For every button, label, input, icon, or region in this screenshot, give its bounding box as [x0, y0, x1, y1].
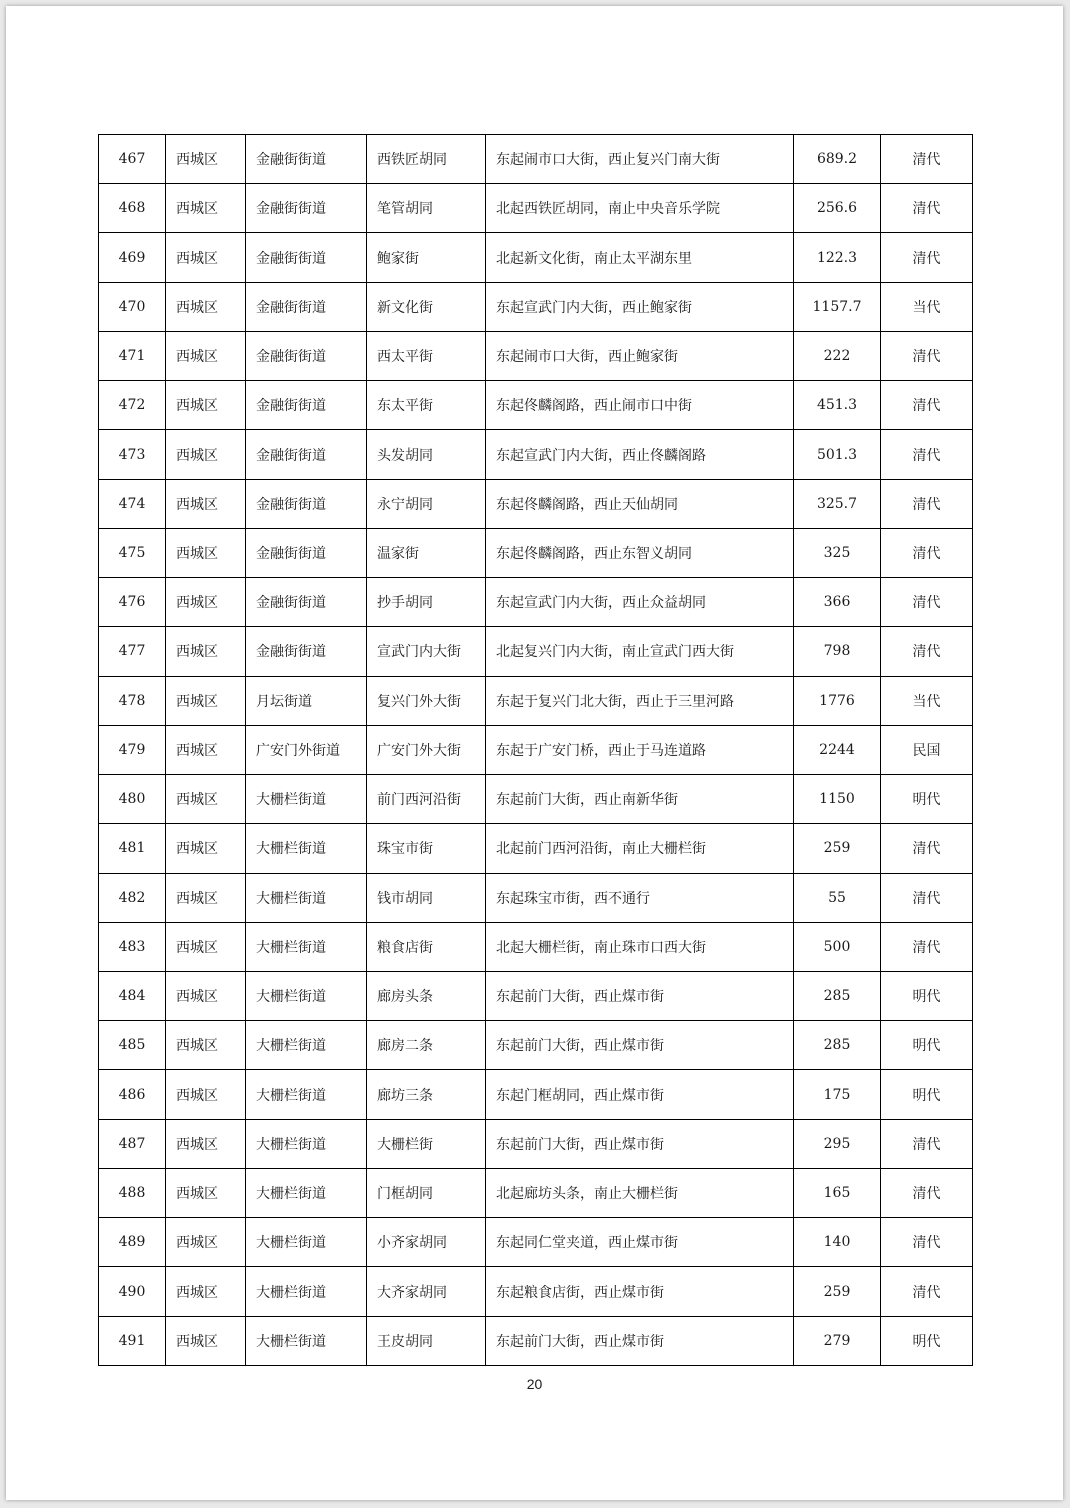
- cell-length: 279: [794, 1316, 881, 1365]
- page-number: 20: [526, 1376, 543, 1392]
- cell-number: 482: [99, 873, 166, 922]
- table-row: [99, 775, 973, 824]
- cell-length: 222: [794, 331, 881, 380]
- cell-district: 西城区: [166, 775, 246, 824]
- cell-road-name: 王皮胡同: [367, 1316, 486, 1365]
- cell-subdistrict: 大栅栏街道: [246, 1218, 367, 1267]
- cell-era: 清代: [881, 922, 973, 971]
- cell-era: 清代: [881, 135, 973, 184]
- cell-era: 明代: [881, 971, 973, 1020]
- cell-subdistrict: 大栅栏街道: [246, 775, 367, 824]
- cell-era: 清代: [881, 430, 973, 479]
- table-row: [99, 1021, 973, 1070]
- cell-era: 当代: [881, 282, 973, 331]
- cell-subdistrict: 大栅栏街道: [246, 1267, 367, 1316]
- cell-length: 175: [794, 1070, 881, 1119]
- cell-road-name: 头发胡同: [367, 430, 486, 479]
- table-row: [99, 1168, 973, 1217]
- cell-number: 484: [99, 971, 166, 1020]
- cell-road-name: 广安门外大街: [367, 725, 486, 774]
- cell-subdistrict: 金融街街道: [246, 578, 367, 627]
- table-row: [99, 725, 973, 774]
- cell-subdistrict: 大栅栏街道: [246, 922, 367, 971]
- cell-number: 487: [99, 1119, 166, 1168]
- cell-number: 479: [99, 725, 166, 774]
- cell-subdistrict: 大栅栏街道: [246, 824, 367, 873]
- cell-subdistrict: 大栅栏街道: [246, 1316, 367, 1365]
- cell-subdistrict: 金融街街道: [246, 135, 367, 184]
- cell-road-name: 廊房头条: [367, 971, 486, 1020]
- cell-subdistrict: 大栅栏街道: [246, 1070, 367, 1119]
- cell-length: 285: [794, 971, 881, 1020]
- road-table: [98, 134, 973, 1366]
- cell-extent: 北起大栅栏街，南止珠市口西大街: [486, 922, 794, 971]
- cell-district: 西城区: [166, 1168, 246, 1217]
- cell-number: 485: [99, 1021, 166, 1070]
- cell-length: 140: [794, 1218, 881, 1267]
- cell-era: 清代: [881, 1218, 973, 1267]
- table-row: [99, 1070, 973, 1119]
- cell-number: 490: [99, 1267, 166, 1316]
- cell-era: 清代: [881, 184, 973, 233]
- cell-extent: 北起前门西河沿街，南止大栅栏街: [486, 824, 794, 873]
- cell-number: 476: [99, 578, 166, 627]
- cell-extent: 东起闹市口大街，西止鲍家街: [486, 331, 794, 380]
- cell-era: 明代: [881, 775, 973, 824]
- cell-length: 55: [794, 873, 881, 922]
- cell-district: 西城区: [166, 430, 246, 479]
- cell-number: 477: [99, 627, 166, 676]
- cell-subdistrict: 金融街街道: [246, 479, 367, 528]
- cell-number: 468: [99, 184, 166, 233]
- cell-district: 西城区: [166, 528, 246, 577]
- cell-district: 西城区: [166, 676, 246, 725]
- cell-number: 475: [99, 528, 166, 577]
- cell-district: 西城区: [166, 627, 246, 676]
- cell-era: 清代: [881, 873, 973, 922]
- table-row: [99, 873, 973, 922]
- cell-era: 清代: [881, 233, 973, 282]
- cell-extent: 东起同仁堂夹道，西止煤市街: [486, 1218, 794, 1267]
- cell-extent: 东起前门大街，西止煤市街: [486, 1119, 794, 1168]
- cell-era: 清代: [881, 528, 973, 577]
- cell-extent: 东起宣武门内大街，西止众益胡同: [486, 578, 794, 627]
- cell-length: 366: [794, 578, 881, 627]
- cell-length: 689.2: [794, 135, 881, 184]
- cell-length: 295: [794, 1119, 881, 1168]
- cell-extent: 北起西铁匠胡同，南止中央音乐学院: [486, 184, 794, 233]
- table-row: [99, 971, 973, 1020]
- cell-length: 165: [794, 1168, 881, 1217]
- cell-length: 2244: [794, 725, 881, 774]
- cell-subdistrict: 金融街街道: [246, 430, 367, 479]
- cell-district: 西城区: [166, 184, 246, 233]
- cell-road-name: 笔管胡同: [367, 184, 486, 233]
- table-row: [99, 1218, 973, 1267]
- cell-subdistrict: 广安门外街道: [246, 725, 367, 774]
- cell-era: 清代: [881, 627, 973, 676]
- table-row: [99, 381, 973, 430]
- table-row: [99, 479, 973, 528]
- table-row: [99, 1316, 973, 1365]
- cell-subdistrict: 大栅栏街道: [246, 1119, 367, 1168]
- cell-district: 西城区: [166, 381, 246, 430]
- cell-district: 西城区: [166, 1267, 246, 1316]
- cell-road-name: 复兴门外大街: [367, 676, 486, 725]
- cell-road-name: 新文化街: [367, 282, 486, 331]
- table-row: [99, 430, 973, 479]
- cell-length: 1776: [794, 676, 881, 725]
- table-row: [99, 282, 973, 331]
- cell-extent: 东起佟麟阁路，西止天仙胡同: [486, 479, 794, 528]
- cell-era: 明代: [881, 1021, 973, 1070]
- cell-district: 西城区: [166, 479, 246, 528]
- cell-subdistrict: 金融街街道: [246, 184, 367, 233]
- cell-length: 798: [794, 627, 881, 676]
- cell-number: 489: [99, 1218, 166, 1267]
- cell-extent: 东起前门大街，西止煤市街: [486, 1021, 794, 1070]
- cell-extent: 北起新文化街，南止太平湖东里: [486, 233, 794, 282]
- cell-extent: 东起佟麟阁路，西止闹市口中街: [486, 381, 794, 430]
- cell-length: 500: [794, 922, 881, 971]
- cell-road-name: 廊房二条: [367, 1021, 486, 1070]
- cell-length: 285: [794, 1021, 881, 1070]
- cell-extent: 北起廊坊头条，南止大栅栏街: [486, 1168, 794, 1217]
- cell-number: 478: [99, 676, 166, 725]
- cell-number: 469: [99, 233, 166, 282]
- cell-number: 483: [99, 922, 166, 971]
- cell-district: 西城区: [166, 824, 246, 873]
- cell-era: 清代: [881, 381, 973, 430]
- table-row: [99, 184, 973, 233]
- cell-length: 501.3: [794, 430, 881, 479]
- cell-number: 481: [99, 824, 166, 873]
- cell-length: 1157.7: [794, 282, 881, 331]
- table-row: [99, 1267, 973, 1316]
- cell-subdistrict: 金融街街道: [246, 282, 367, 331]
- cell-road-name: 西太平街: [367, 331, 486, 380]
- cell-district: 西城区: [166, 1021, 246, 1070]
- table-row: [99, 233, 973, 282]
- table-row: [99, 922, 973, 971]
- cell-subdistrict: 金融街街道: [246, 627, 367, 676]
- cell-extent: 东起门框胡同，西止煤市街: [486, 1070, 794, 1119]
- cell-number: 474: [99, 479, 166, 528]
- cell-number: 488: [99, 1168, 166, 1217]
- cell-length: 325.7: [794, 479, 881, 528]
- document-page: [6, 6, 1063, 1500]
- cell-extent: 东起佟麟阁路，西止东智义胡同: [486, 528, 794, 577]
- cell-extent: 东起闹市口大街，西止复兴门南大街: [486, 135, 794, 184]
- cell-extent: 东起于广安门桥，西止于马连道路: [486, 725, 794, 774]
- cell-extent: 东起宣武门内大街，西止鲍家街: [486, 282, 794, 331]
- cell-subdistrict: 大栅栏街道: [246, 971, 367, 1020]
- table-row: [99, 528, 973, 577]
- cell-era: 明代: [881, 1316, 973, 1365]
- cell-extent: 东起前门大街，西止南新华街: [486, 775, 794, 824]
- cell-subdistrict: 金融街街道: [246, 381, 367, 430]
- cell-district: 西城区: [166, 331, 246, 380]
- cell-length: 325: [794, 528, 881, 577]
- cell-road-name: 鲍家街: [367, 233, 486, 282]
- table-row: [99, 676, 973, 725]
- cell-district: 西城区: [166, 1218, 246, 1267]
- cell-district: 西城区: [166, 1119, 246, 1168]
- cell-length: 122.3: [794, 233, 881, 282]
- cell-subdistrict: 金融街街道: [246, 233, 367, 282]
- table-row: [99, 1119, 973, 1168]
- cell-subdistrict: 金融街街道: [246, 528, 367, 577]
- cell-district: 西城区: [166, 971, 246, 1020]
- cell-district: 西城区: [166, 135, 246, 184]
- cell-district: 西城区: [166, 922, 246, 971]
- cell-road-name: 前门西河沿街: [367, 775, 486, 824]
- cell-road-name: 粮食店街: [367, 922, 486, 971]
- table-row: [99, 627, 973, 676]
- cell-number: 472: [99, 381, 166, 430]
- road-table-body: [99, 135, 973, 1366]
- cell-length: 451.3: [794, 381, 881, 430]
- cell-extent: 东起宣武门内大街，西止佟麟阁路: [486, 430, 794, 479]
- cell-length: 256.6: [794, 184, 881, 233]
- cell-extent: 东起粮食店街，西止煤市街: [486, 1267, 794, 1316]
- cell-district: 西城区: [166, 1070, 246, 1119]
- cell-road-name: 小齐家胡同: [367, 1218, 486, 1267]
- cell-subdistrict: 月坛街道: [246, 676, 367, 725]
- cell-road-name: 门框胡同: [367, 1168, 486, 1217]
- cell-extent: 东起前门大街，西止煤市街: [486, 971, 794, 1020]
- cell-extent: 东起珠宝市街，西不通行: [486, 873, 794, 922]
- cell-road-name: 西铁匠胡同: [367, 135, 486, 184]
- cell-road-name: 东太平街: [367, 381, 486, 430]
- cell-era: 清代: [881, 1119, 973, 1168]
- cell-era: 明代: [881, 1070, 973, 1119]
- cell-road-name: 宣武门内大街: [367, 627, 486, 676]
- cell-subdistrict: 大栅栏街道: [246, 1021, 367, 1070]
- cell-era: 清代: [881, 479, 973, 528]
- cell-road-name: 大栅栏街: [367, 1119, 486, 1168]
- cell-district: 西城区: [166, 578, 246, 627]
- cell-number: 486: [99, 1070, 166, 1119]
- cell-district: 西城区: [166, 725, 246, 774]
- cell-number: 467: [99, 135, 166, 184]
- cell-era: 清代: [881, 578, 973, 627]
- table-row: [99, 824, 973, 873]
- cell-number: 471: [99, 331, 166, 380]
- cell-road-name: 抄手胡同: [367, 578, 486, 627]
- cell-era: 清代: [881, 331, 973, 380]
- table-row: [99, 578, 973, 627]
- cell-extent: 东起前门大街，西止煤市街: [486, 1316, 794, 1365]
- cell-road-name: 永宁胡同: [367, 479, 486, 528]
- cell-era: 民国: [881, 725, 973, 774]
- cell-era: 清代: [881, 824, 973, 873]
- cell-era: 清代: [881, 1168, 973, 1217]
- cell-extent: 东起于复兴门北大街，西止于三里河路: [486, 676, 794, 725]
- cell-number: 491: [99, 1316, 166, 1365]
- cell-extent: 北起复兴门内大街，南止宣武门西大街: [486, 627, 794, 676]
- cell-road-name: 大齐家胡同: [367, 1267, 486, 1316]
- cell-length: 259: [794, 824, 881, 873]
- cell-road-name: 温家街: [367, 528, 486, 577]
- cell-subdistrict: 大栅栏街道: [246, 873, 367, 922]
- table-row: [99, 331, 973, 380]
- cell-subdistrict: 金融街街道: [246, 331, 367, 380]
- cell-district: 西城区: [166, 1316, 246, 1365]
- table-row: [99, 135, 973, 184]
- cell-road-name: 廊坊三条: [367, 1070, 486, 1119]
- cell-road-name: 钱市胡同: [367, 873, 486, 922]
- cell-era: 清代: [881, 1267, 973, 1316]
- cell-number: 480: [99, 775, 166, 824]
- cell-number: 473: [99, 430, 166, 479]
- cell-subdistrict: 大栅栏街道: [246, 1168, 367, 1217]
- cell-district: 西城区: [166, 282, 246, 331]
- cell-number: 470: [99, 282, 166, 331]
- cell-length: 1150: [794, 775, 881, 824]
- cell-length: 259: [794, 1267, 881, 1316]
- cell-era: 当代: [881, 676, 973, 725]
- cell-district: 西城区: [166, 873, 246, 922]
- cell-road-name: 珠宝市街: [367, 824, 486, 873]
- cell-district: 西城区: [166, 233, 246, 282]
